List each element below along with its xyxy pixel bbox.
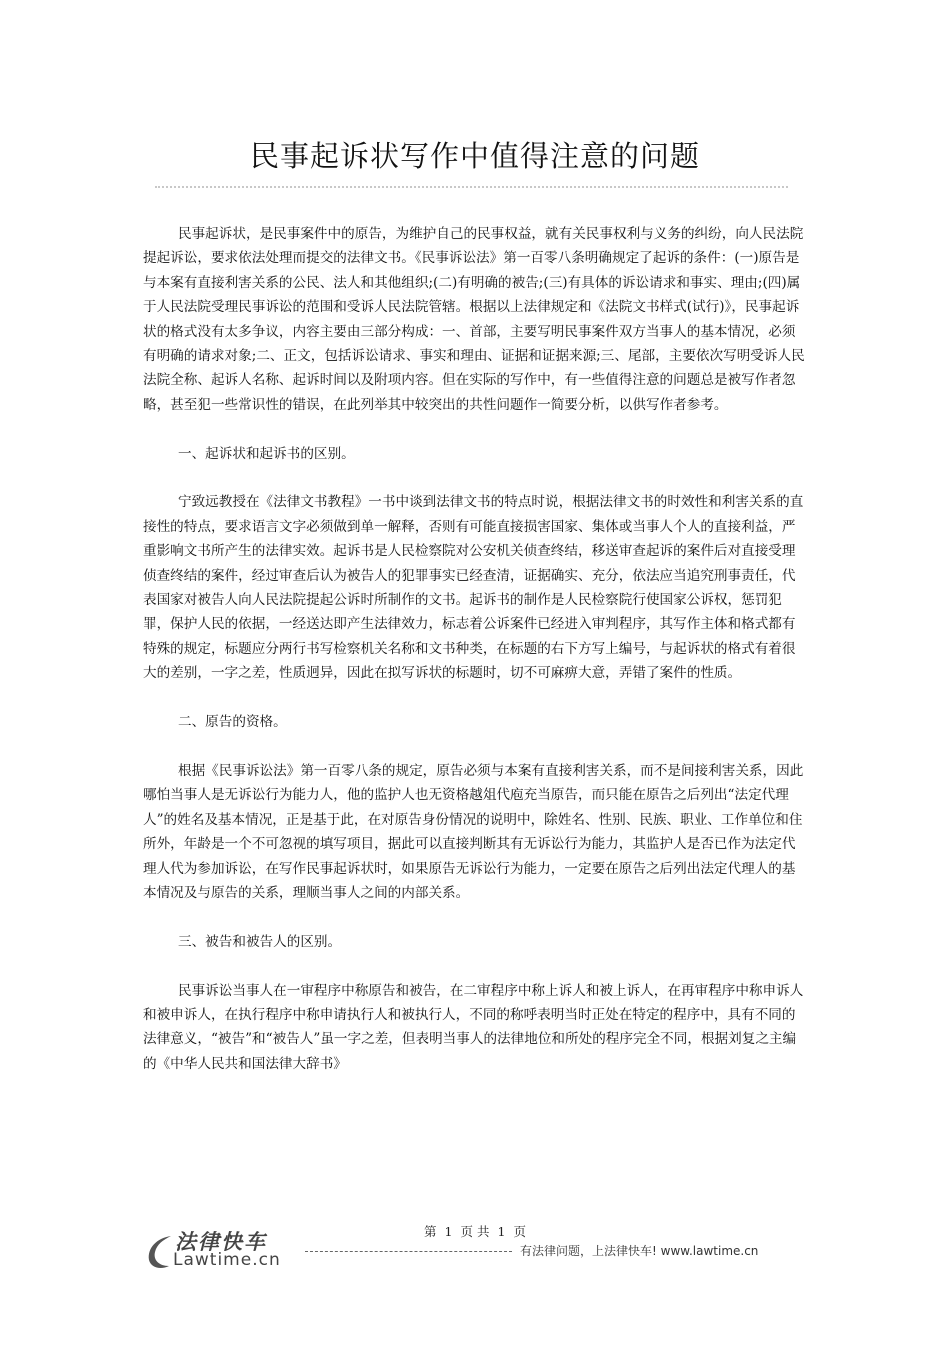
footer-slogan: 有法律问题，上法律快车! www.lawtime.cn: [520, 1244, 759, 1258]
page-total: 1: [497, 1224, 506, 1239]
footer-dashed-line: [305, 1251, 512, 1252]
logo-chinese-text: 法律快车: [175, 1230, 267, 1254]
paragraph-gap: [143, 417, 808, 441]
intro-paragraph: 民事起诉状，是民事案件中的原告，为维护自己的民事权益，就有关民事权利与义务的纠纷，向人民法院提起诉讼，要求依法处理而提交的法律文书。《民事诉讼法》第一百零八条明确规定了起诉的条件：(一)原告是与本案有直接利害关系的公民、法人和其他组织;(二)有明确的被告;(三)有具体的诉讼请求和事实、理由;(四)属于人民法院受理民事诉讼的范围和受诉人民法院管辖。根据以上法律规定和《法院文书样式(试行)》，民事起诉状的格式没有太多争议，内容主要由三部分构成：一、首部，主要写明民事案件双方当事人的基本情况，必须有明确的请求对象;二、正文，包括诉讼请求、事实和理由、证据和证据来源;三、尾部，主要依次写明受诉人民法院全称、起诉人名称、起诉时间以及附项内容。但在实际的写作中，有一些值得注意的问题总是被写作者忽略，甚至犯一些常识性的错误，在此列举其中较突出的共性问题作一简要分析，以供写作者参考。: [143, 226, 805, 413]
logo-swoosh-icon: [145, 1232, 175, 1272]
document-body: [143, 222, 808, 1076]
section-2-paragraph: 根据《民事诉讼法》第一百零八条的规定，原告必须与本案有直接利害关系，而不是间接利害关系，因此哪怕当事人是无诉讼行为能力人，他的监护人也无资格越俎代庖充当原告，而只能在原告之后列出“法定代理人”的姓名及基本情况，正是基于此，在对原告身份情况的说明中，除姓名、性别、民族、职业、工作单位和住所外，年龄是一个不可忽视的填写项目，据此可以直接判断其有无诉讼行为能力，其监护人是否已作为法定代理人代为参加诉讼，在写作民事起诉状时，如果原告无诉讼行为能力，一定要在原告之后列出法定代理人的基本情况及与原告的关系，理顺当事人之间的内部关系。: [143, 762, 804, 901]
page-mid: 页 共: [460, 1224, 490, 1239]
document-title: 民事起诉状写作中值得注意的问题: [249, 139, 700, 173]
section-1-paragraph: 宁致远教授在《法律文书教程》一书中谈到法律文书的特点时说，根据法律文书的时效性和利害关系的直接性的特点，要求语言文字必须做到单一解释，否则有可能直接损害国家、集体或当事人个人的直接利益，严重影响文书所产生的法律实效。起诉书是人民检察院对公安机关侦查终结，移送审查起诉的案件后对直接受理侦查终结的案件，经过审查后认为被告人的犯罪事实已经查清，证据确实、充分，依法应当追究刑事责任，代表国家对被告人向人民法院提起公诉时所制作的文书。起诉书的制作是人民检察院行使国家公诉权，惩罚犯罪，保护人民的依据，一经送达即产生法律效力，标志着公诉案件已经进入审判程序，其写作主体和格式都有特殊的规定，标题应分两行书写检察机关名称和文书种类，在标题的右下方写上编号，与起诉状的格式有着很大的差别，一字之差，性质迥异，因此在拟写诉状的标题时，切不可麻痹大意，弄错了案件的性质。: [143, 494, 804, 682]
paragraph-gap: [143, 466, 808, 490]
logo-english-text: Lawtime.cn: [173, 1250, 281, 1270]
page-prefix: 第: [424, 1224, 437, 1239]
paragraph-gap: [143, 734, 808, 758]
page-suffix: 页: [513, 1224, 526, 1239]
title-divider: [155, 186, 788, 188]
page-current: 1: [444, 1224, 453, 1239]
section-heading-3: 三、被告和被告人的区别。: [178, 933, 342, 950]
paragraph-gap: [143, 686, 808, 710]
section-heading-2: 二、原告的资格。: [178, 714, 287, 731]
section-3-paragraph: 民事诉讼当事人在一审程序中称原告和被告，在二审程序中称上诉人和被上诉人，在再审程序中称申诉人和被申诉人，在执行程序中称申请执行人和被执行人，不同的称呼表明当时正处在特定的程序中，具有不同的法律意义，“被告”和“被告人”虽一字之差，但表明当事人的法律地位和所处的程序完全不同，根据刘复之主编的《中华人民共和国法律大辞书》: [143, 982, 804, 1072]
section-heading-1: 一、起诉状和起诉书的区别。: [178, 445, 355, 462]
page-number: [0, 1222, 950, 1240]
paragraph-gap: [143, 954, 808, 978]
paragraph-gap: [143, 905, 808, 929]
lawtime-logo: [145, 1226, 305, 1274]
